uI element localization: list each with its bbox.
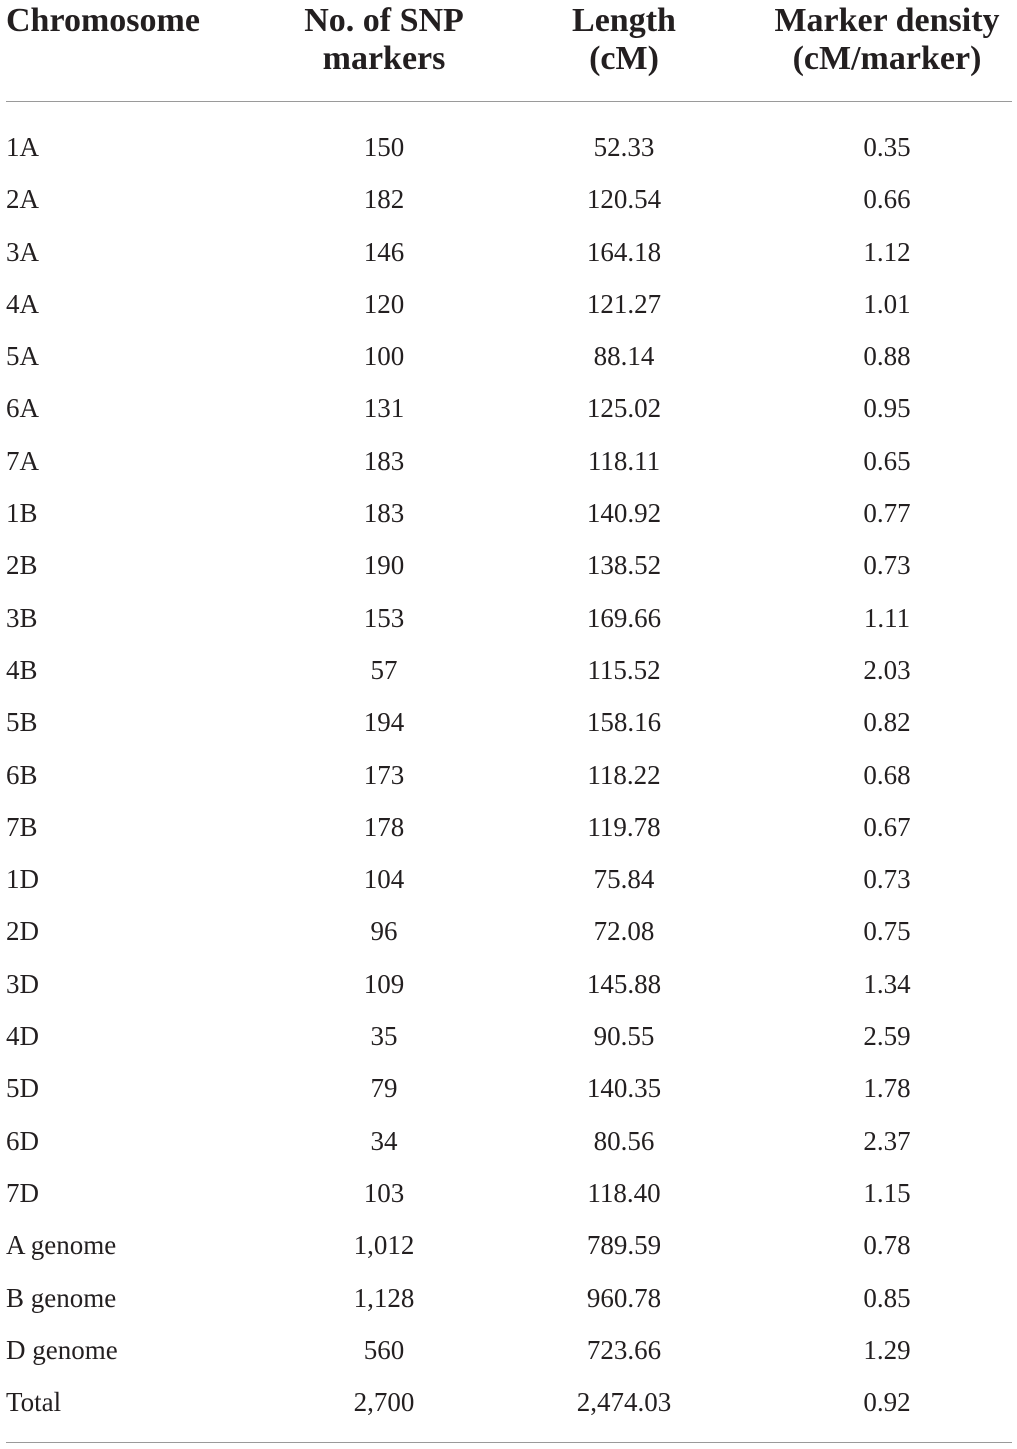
cell-marker-density: 0.85	[863, 1282, 911, 1313]
cell-chromosome: 3D	[6, 968, 39, 999]
cell-length: 125.02	[586, 393, 662, 424]
cell-length: 118.22	[587, 759, 661, 790]
table-row	[0, 905, 1017, 957]
table-row	[0, 1062, 1017, 1114]
cell-snp-markers: 173	[363, 759, 405, 790]
cell-snp-markers: 183	[363, 498, 405, 529]
cell-marker-density: 1.29	[863, 1334, 911, 1365]
cell-marker-density: 0.82	[863, 707, 911, 738]
cell-length: 158.16	[586, 707, 662, 738]
table-row	[0, 1219, 1017, 1271]
cell-length: 723.66	[586, 1334, 662, 1365]
cell-chromosome: 7D	[6, 1177, 39, 1208]
cell-chromosome: 5D	[6, 1073, 39, 1104]
cell-snp-markers: 104	[363, 864, 405, 895]
cell-length: 169.66	[586, 602, 662, 633]
cell-length: 90.55	[593, 1021, 655, 1052]
cell-snp-markers: 178	[363, 811, 405, 842]
cell-marker-density: 2.03	[863, 654, 911, 685]
cell-chromosome: 6B	[6, 759, 38, 790]
table-row	[0, 644, 1017, 696]
cell-marker-density: 0.65	[863, 445, 911, 476]
cell-marker-density: 0.73	[863, 550, 911, 581]
cell-chromosome: 1D	[6, 864, 39, 895]
cell-length: 121.27	[586, 288, 662, 319]
cell-marker-density: 2.59	[863, 1021, 911, 1052]
cell-snp-markers: 79	[370, 1073, 398, 1104]
table-row	[0, 1272, 1017, 1324]
cell-snp-markers: 35	[370, 1021, 398, 1052]
cell-chromosome: D genome	[6, 1334, 118, 1365]
cell-length: 115.52	[587, 654, 661, 685]
table-body	[0, 121, 1017, 1428]
table-row	[0, 121, 1017, 173]
cell-length: 138.52	[586, 550, 662, 581]
cell-snp-markers: 153	[363, 602, 405, 633]
cell-length: 145.88	[586, 968, 662, 999]
cell-snp-markers: 2,700	[353, 1387, 415, 1418]
cell-chromosome: 6A	[6, 393, 39, 424]
cell-marker-density: 0.35	[863, 132, 911, 162]
table-row	[0, 539, 1017, 591]
cell-marker-density: 0.67	[863, 811, 911, 842]
table-row	[0, 435, 1017, 487]
cell-chromosome: 2A	[6, 184, 39, 215]
table-header-row	[0, 0, 1017, 100]
cell-marker-density: 0.66	[863, 184, 911, 215]
cell-snp-markers: 183	[363, 445, 405, 476]
cell-snp-markers: 190	[363, 550, 405, 581]
cell-chromosome: 4A	[6, 288, 39, 319]
table-row	[0, 173, 1017, 225]
cell-chromosome: 4B	[6, 654, 38, 685]
cell-chromosome: B genome	[6, 1282, 117, 1313]
cell-marker-density: 0.95	[863, 393, 911, 424]
cell-marker-density: 0.68	[863, 759, 911, 790]
cell-snp-markers: 182	[363, 184, 405, 215]
table-row	[0, 330, 1017, 382]
cell-length: 960.78	[586, 1282, 662, 1313]
table-row	[0, 1167, 1017, 1219]
cell-chromosome: 7A	[6, 445, 39, 476]
cell-chromosome: 1A	[6, 132, 39, 162]
table-row	[0, 696, 1017, 748]
cell-chromosome: 5B	[6, 707, 38, 738]
cell-snp-markers: 1,012	[353, 1230, 415, 1261]
cell-snp-markers: 34	[370, 1125, 398, 1156]
header-chromosome: Chromosome	[6, 2, 200, 39]
table-row	[0, 592, 1017, 644]
table-row	[0, 1376, 1017, 1428]
cell-length: 52.33	[593, 132, 655, 162]
table-row	[0, 958, 1017, 1010]
cell-snp-markers: 96	[370, 916, 398, 947]
table-row	[0, 487, 1017, 539]
cell-chromosome: 4D	[6, 1021, 39, 1052]
cell-marker-density: 0.78	[863, 1230, 911, 1261]
cell-marker-density: 1.01	[863, 288, 911, 319]
header-marker-density: Marker density (cM/marker)	[774, 2, 1000, 77]
table-row	[0, 226, 1017, 278]
cell-marker-density: 0.77	[863, 498, 911, 529]
cell-length: 120.54	[586, 184, 662, 215]
cell-snp-markers: 150	[363, 132, 405, 162]
cell-marker-density: 1.34	[863, 968, 911, 999]
header-snp-markers: No. of SNP markers	[304, 2, 464, 77]
cell-length: 75.84	[593, 864, 655, 895]
cell-length: 72.08	[593, 916, 655, 947]
cell-snp-markers: 100	[363, 341, 405, 372]
cell-marker-density: 2.37	[863, 1125, 911, 1156]
cell-marker-density: 1.11	[863, 602, 911, 633]
cell-chromosome: 3B	[6, 602, 38, 633]
table-row	[0, 749, 1017, 801]
cell-snp-markers: 146	[363, 236, 405, 267]
cell-length: 80.56	[593, 1125, 655, 1156]
table-row	[0, 1010, 1017, 1062]
cell-length: 789.59	[586, 1230, 662, 1261]
cell-marker-density: 1.12	[863, 236, 911, 267]
cell-marker-density: 0.73	[863, 864, 911, 895]
cell-snp-markers: 120	[363, 288, 405, 319]
cell-chromosome: 3A	[6, 236, 39, 267]
cell-marker-density: 1.78	[863, 1073, 911, 1104]
table-row	[0, 801, 1017, 853]
cell-length: 88.14	[593, 341, 655, 372]
cell-length: 118.40	[587, 1177, 661, 1208]
cell-chromosome: 5A	[6, 341, 39, 372]
cell-length: 2,474.03	[576, 1387, 672, 1418]
table-row	[0, 278, 1017, 330]
cell-length: 118.11	[587, 445, 661, 476]
cell-marker-density: 0.88	[863, 341, 911, 372]
cell-snp-markers: 1,128	[353, 1282, 415, 1313]
cell-length: 164.18	[586, 236, 662, 267]
cell-snp-markers: 194	[363, 707, 405, 738]
cell-chromosome: Total	[6, 1387, 62, 1418]
cell-chromosome: 2D	[6, 916, 39, 947]
cell-marker-density: 1.15	[863, 1177, 911, 1208]
cell-snp-markers: 57	[370, 654, 398, 685]
cell-length: 140.92	[586, 498, 662, 529]
header-divider	[6, 101, 1012, 102]
table-bottom-rule	[6, 1442, 1012, 1443]
cell-chromosome: 7B	[6, 811, 38, 842]
cell-length: 140.35	[586, 1073, 662, 1104]
header-length: Length (cM)	[572, 2, 676, 77]
table-row	[0, 382, 1017, 434]
table-row	[0, 1324, 1017, 1376]
cell-snp-markers: 109	[363, 968, 405, 999]
cell-marker-density: 0.75	[863, 916, 911, 947]
cell-chromosome: 6D	[6, 1125, 39, 1156]
cell-chromosome: 1B	[6, 498, 38, 529]
table-row	[0, 853, 1017, 905]
cell-snp-markers: 131	[363, 393, 405, 424]
table-row	[0, 1115, 1017, 1167]
cell-snp-markers: 103	[363, 1177, 405, 1208]
cell-marker-density: 0.92	[863, 1387, 911, 1418]
cell-chromosome: 2B	[6, 550, 38, 581]
cell-snp-markers: 560	[363, 1334, 405, 1365]
cell-chromosome: A genome	[6, 1230, 117, 1261]
cell-length: 119.78	[587, 811, 661, 842]
